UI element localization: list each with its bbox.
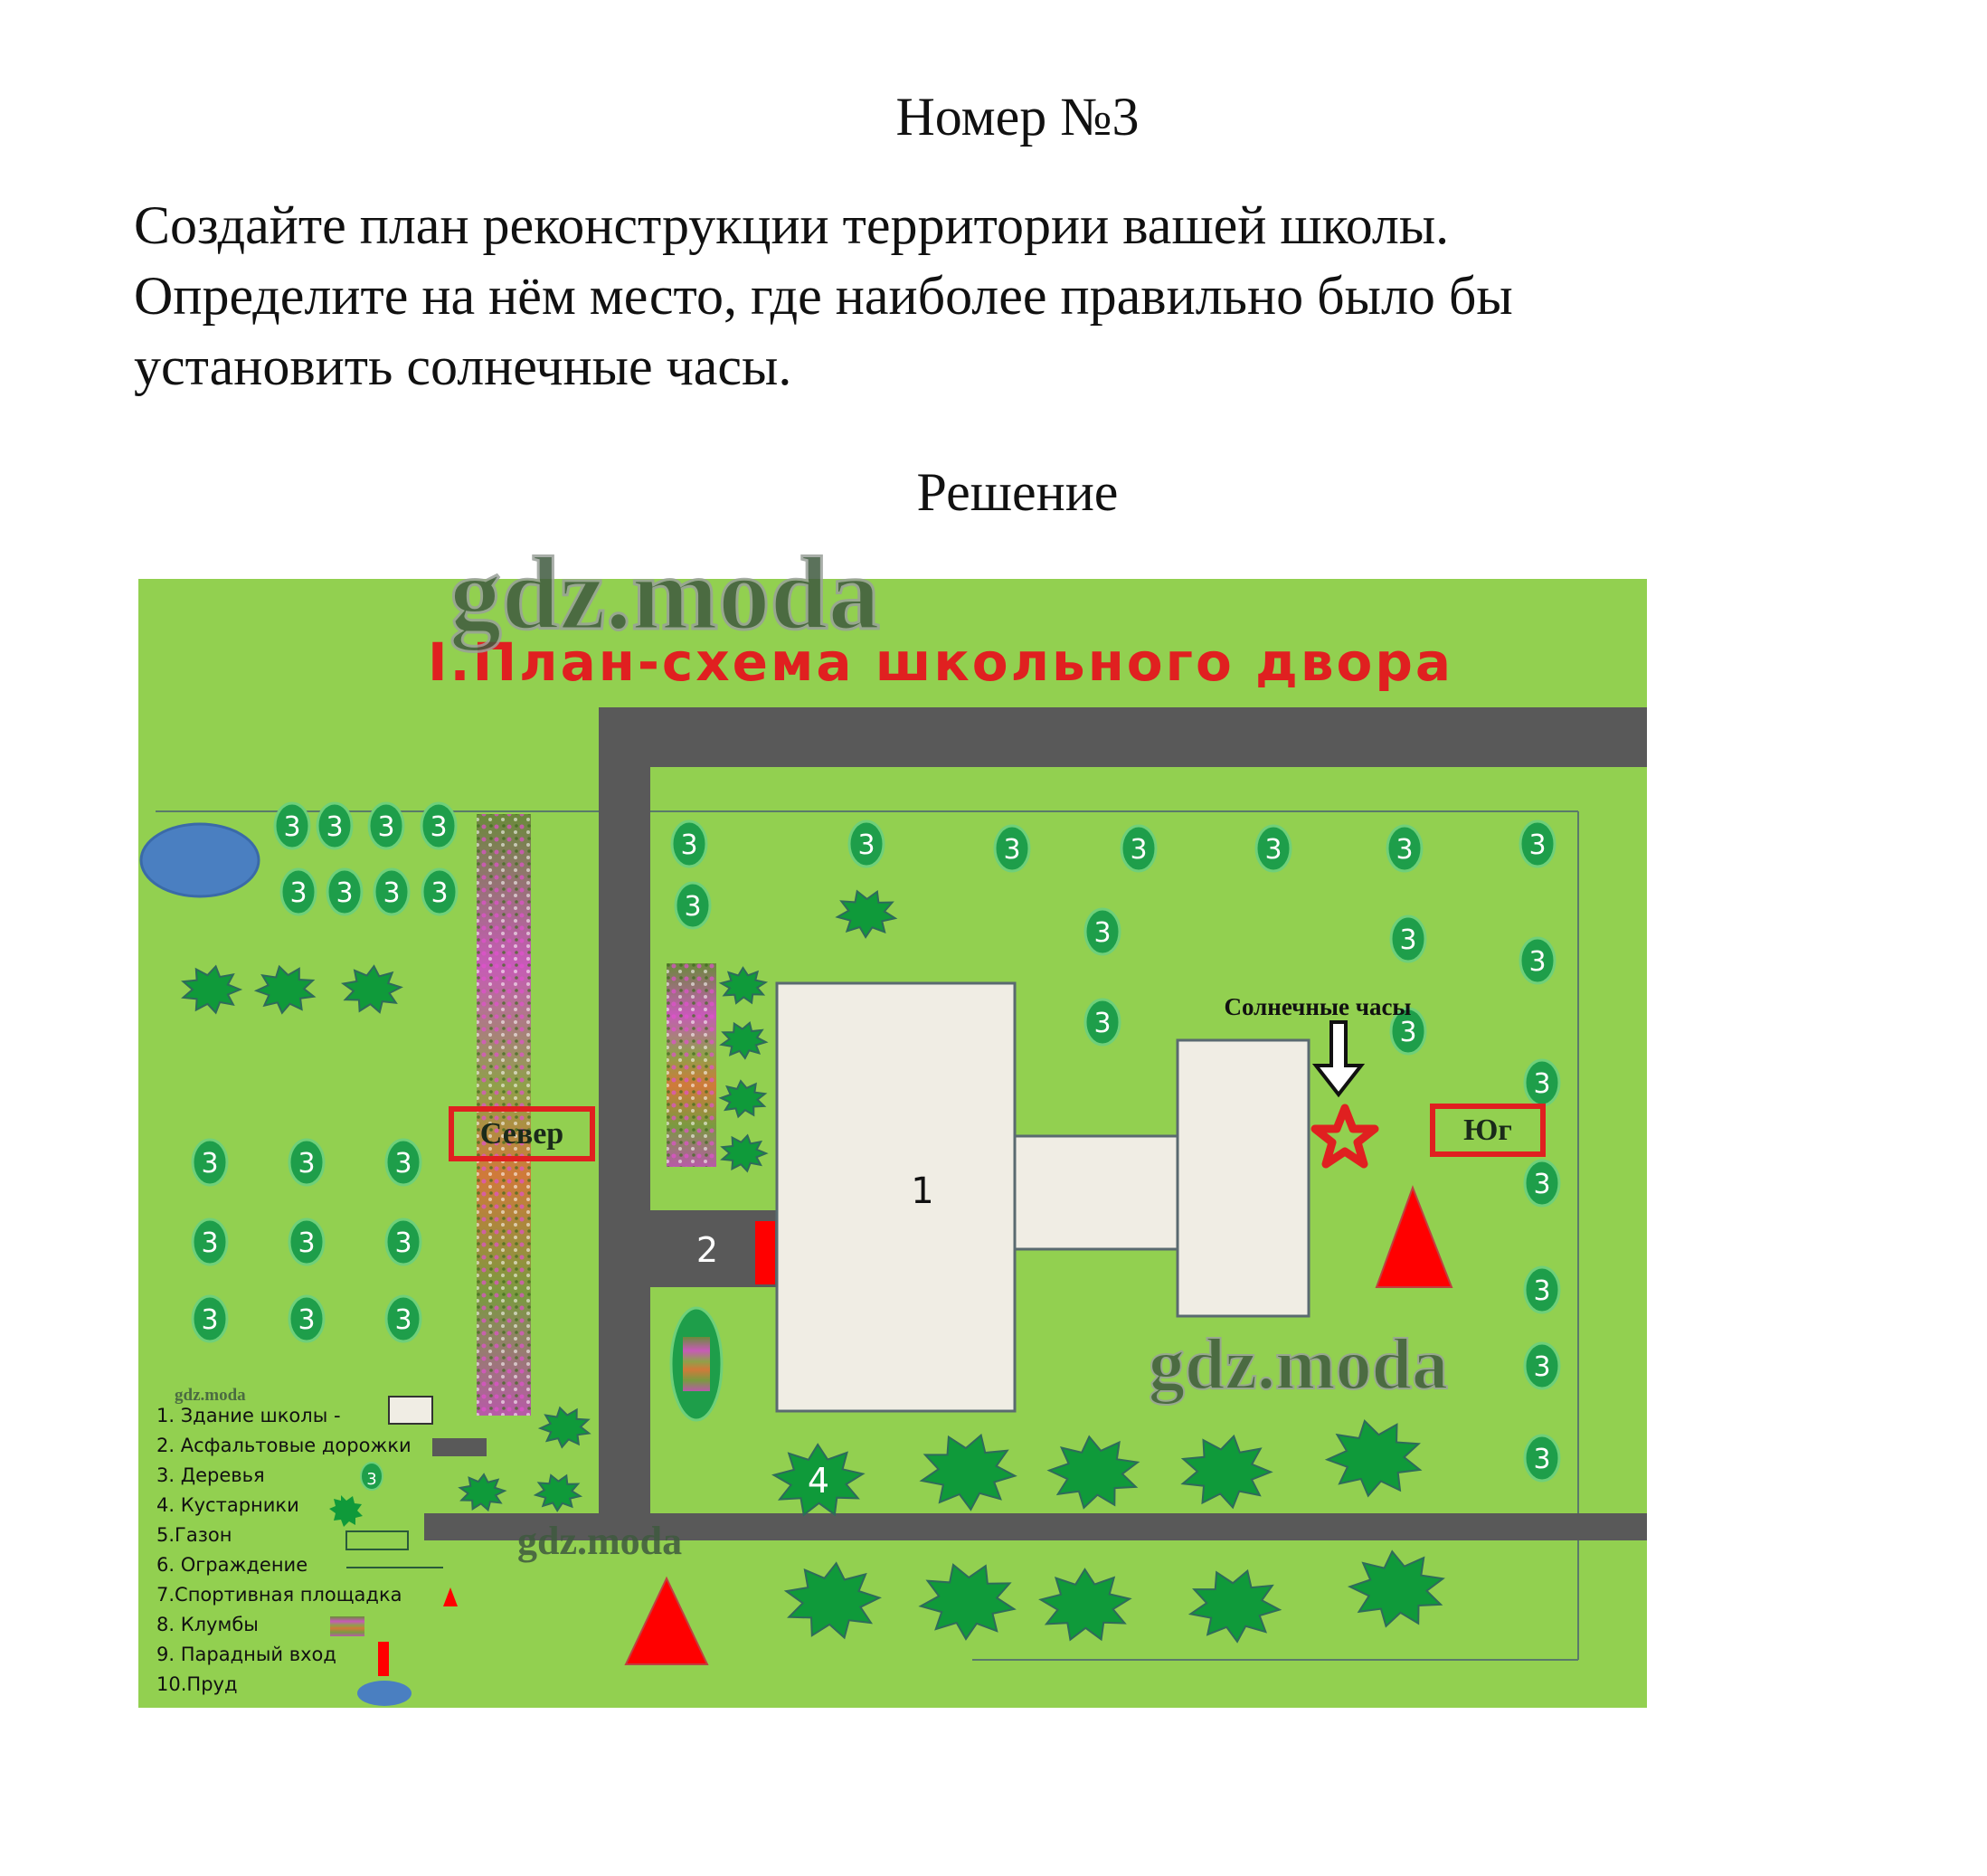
tree-icon: [289, 1296, 324, 1341]
tree-number: 3: [1130, 834, 1148, 866]
tree-icon: [386, 1296, 421, 1341]
watermark-bottom: gdz.moda: [517, 1519, 683, 1563]
legend-swatch-asphalt: [432, 1438, 487, 1456]
tree-icon: [289, 1219, 324, 1265]
tree-number: 3: [1533, 1068, 1551, 1100]
tree-number: 3: [283, 811, 301, 843]
legend-item-5: 5.Газон: [156, 1524, 232, 1546]
tree-number: 3: [1533, 1275, 1551, 1307]
tree-icon: [275, 803, 309, 848]
tree-icon: [1525, 1343, 1559, 1388]
tree-number: 3: [201, 1304, 219, 1336]
tree-icon: [1525, 1161, 1559, 1206]
tree-number: 3: [383, 877, 401, 909]
tree-icon: [289, 1140, 324, 1185]
tree-icon: [369, 803, 403, 848]
tree-number: 3: [1396, 834, 1414, 866]
tree-number: 3: [1533, 1351, 1551, 1383]
tree-number: 3: [201, 1148, 219, 1180]
tree-icon: [1525, 1060, 1559, 1105]
page-title: Номер №3: [895, 87, 1140, 147]
tree-number: 3: [1533, 1444, 1551, 1475]
tree-number: 3: [430, 811, 448, 843]
tree-icon: [1387, 826, 1422, 871]
sundial-label: Солнечные часы: [1224, 993, 1412, 1020]
tree-icon: [849, 821, 884, 867]
tree-icon: [317, 803, 352, 848]
path-number-label: 2: [695, 1230, 719, 1270]
tree-icon: [193, 1219, 227, 1265]
tree-icon: [1520, 821, 1555, 867]
shrub-number-label: 4: [807, 1461, 830, 1501]
watermark-top: gdz.moda: [449, 536, 881, 651]
legend-swatch-pond: [357, 1681, 412, 1706]
tree-number: 3: [298, 1148, 316, 1180]
tree-icon: [193, 1296, 227, 1341]
tree-icon: [1085, 909, 1120, 954]
tree-icon: [422, 869, 457, 914]
building-number-label: 1: [911, 1170, 934, 1212]
tree-number: 3: [1003, 834, 1021, 866]
tree-number: 3: [394, 1227, 412, 1259]
flowerbed-small: [667, 963, 716, 1167]
tree-number: 3: [1093, 917, 1112, 949]
legend-swatch-tree-number: 3: [366, 1470, 377, 1489]
legend-item-1: 1. Здание школы -: [156, 1405, 341, 1426]
tree-number: 3: [1399, 924, 1417, 956]
tree-number: 3: [394, 1304, 412, 1336]
tree-icon: [327, 869, 362, 914]
flowerbed-oval: [671, 1308, 722, 1420]
tree-number: 3: [1093, 1008, 1112, 1039]
tree-number: 3: [377, 811, 395, 843]
tree-number: 3: [1264, 834, 1282, 866]
main-entrance: [755, 1221, 775, 1284]
solution-heading: Решение: [916, 462, 1119, 522]
tree-icon: [193, 1140, 227, 1185]
tree-icon: [1256, 826, 1291, 871]
north-label: Север: [479, 1117, 564, 1151]
tree-number: 3: [394, 1148, 412, 1180]
tree-icon: [995, 826, 1029, 871]
tree-icon: [1520, 938, 1555, 983]
south-label: Юг: [1463, 1113, 1512, 1147]
tree-icon: [374, 869, 409, 914]
path-top: [599, 707, 1647, 767]
tree-number: 3: [298, 1304, 316, 1336]
flowerbed-long: [477, 814, 531, 1416]
tree-icon: [676, 883, 710, 928]
tree-number: 3: [201, 1227, 219, 1259]
task-text-line-1: Создайте план реконструкции территории вашей школы.: [134, 195, 1450, 255]
tree-icon: [1121, 826, 1156, 871]
tree-icon: [672, 821, 706, 867]
legend-item-7: 7.Спортивная площадка: [156, 1584, 402, 1606]
tree-number: 3: [1533, 1169, 1551, 1200]
task-text-line-2: Определите на нём место, где наиболее правильно было бы: [134, 266, 1513, 326]
path-vertical: [599, 707, 650, 1517]
tree-number: 3: [298, 1227, 316, 1259]
tree-icon: [1085, 1000, 1120, 1045]
tree-icon: [1525, 1267, 1559, 1312]
legend-swatch-flowerbed: [330, 1616, 364, 1636]
tree-icon: [1391, 916, 1425, 962]
task-text-line-3: установить солнечные часы.: [134, 336, 792, 396]
legend-item-2: 2. Асфальтовые дорожки: [156, 1435, 412, 1456]
pond: [141, 824, 259, 896]
legend-item-9: 9. Парадный вход: [156, 1644, 336, 1665]
tree-number: 3: [326, 811, 344, 843]
tree-icon: [386, 1140, 421, 1185]
watermark-right: gdz.moda: [1149, 1325, 1449, 1405]
legend-swatch-lawn: [346, 1531, 408, 1549]
tree-icon: [421, 803, 456, 848]
tree-number: 3: [289, 877, 308, 909]
legend-item-8: 8. Клумбы: [156, 1614, 259, 1635]
legend-item-4: 4. Кустарники: [156, 1494, 299, 1516]
legend-swatch-entrance: [378, 1642, 389, 1676]
legend-swatch-building: [389, 1397, 432, 1424]
legend-item-10: 10.Пруд: [156, 1673, 238, 1695]
tree-number: 3: [1528, 946, 1547, 978]
legend-item-6: 6. Ограждение: [156, 1554, 308, 1576]
tree-number: 3: [684, 891, 702, 923]
legend-item-3: 3. Деревья: [156, 1464, 265, 1486]
tree-number: 3: [336, 877, 354, 909]
tree-number: 3: [1399, 1017, 1417, 1048]
tree-icon: [386, 1219, 421, 1265]
diagram-title: I.План-схема школьного двора: [427, 631, 1454, 693]
tree-number: 3: [680, 829, 698, 861]
tree-number: 3: [857, 829, 875, 861]
tree-number: 3: [431, 877, 449, 909]
tree-icon: [1525, 1435, 1559, 1481]
tree-icon: [281, 869, 316, 914]
watermark-legend: gdz.moda: [175, 1386, 246, 1405]
tree-number: 3: [1528, 829, 1547, 861]
